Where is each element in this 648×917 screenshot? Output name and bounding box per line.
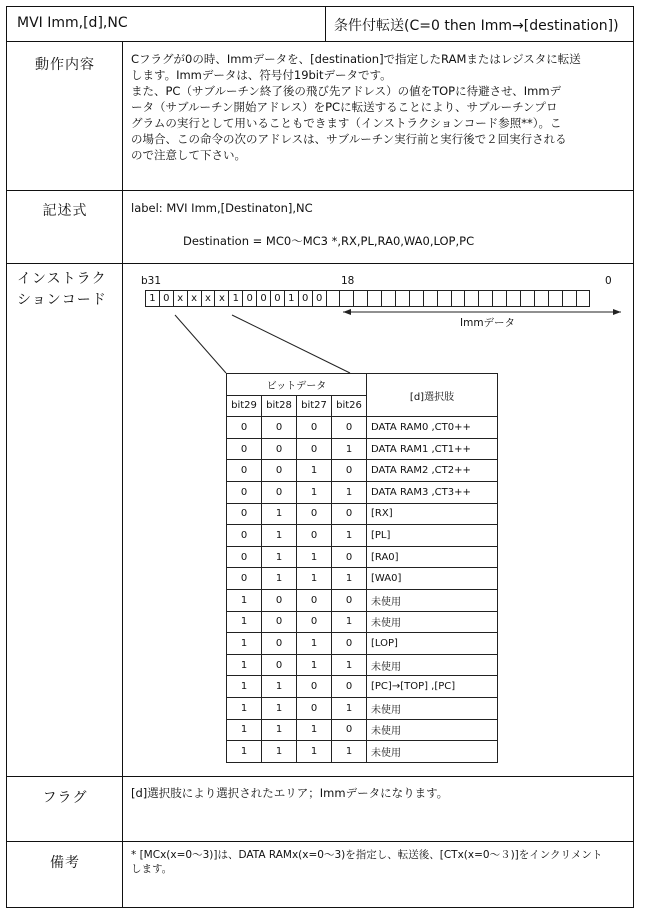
bit-value: 0 (227, 417, 262, 439)
bit-value: 1 (297, 741, 332, 763)
table-row (227, 481, 498, 503)
bit-value: 1 (297, 546, 332, 568)
bit-value: 0 (297, 589, 332, 611)
bit-value: 1 (227, 741, 262, 763)
bit-value: 0 (262, 417, 297, 439)
bit-cell: 1 (284, 290, 298, 307)
destination-option: [RX] (367, 503, 498, 525)
bit-value: 0 (332, 460, 367, 482)
bit-value: 1 (332, 697, 367, 719)
bit-value: 0 (297, 503, 332, 525)
bit-value: 0 (227, 503, 262, 525)
bit-cell: x (214, 290, 228, 307)
bit-value: 1 (227, 633, 262, 655)
operation-label: 動作内容 (35, 57, 95, 73)
bit-cell: 0 (256, 290, 270, 307)
bit-data-header: ビットデータ (227, 374, 367, 396)
destination-option: [WA0] (367, 568, 498, 590)
destination-option: DATA RAM0 ,CT0++ (367, 417, 498, 439)
bracket-line-right (232, 315, 350, 373)
syntax-label: 記述式 (42, 203, 88, 219)
bit-value: 1 (227, 697, 262, 719)
bit-cell: 0 (159, 290, 173, 307)
bit-value: 0 (332, 676, 367, 698)
bit-cell: 0 (312, 290, 326, 307)
bit-cell: x (201, 290, 215, 307)
bit-value: 1 (332, 525, 367, 547)
destination-option: 未使用 (367, 697, 498, 719)
table-row (227, 611, 498, 633)
table-row (227, 719, 498, 741)
table-row (227, 633, 498, 655)
remarks-label: 備考 (50, 855, 80, 871)
bit-value: 1 (297, 633, 332, 655)
bit-value: 1 (332, 438, 367, 460)
bit-value: 0 (262, 460, 297, 482)
divider (7, 841, 633, 842)
bit-value: 0 (297, 697, 332, 719)
bit-value: 0 (297, 525, 332, 547)
bit-value: 0 (227, 568, 262, 590)
col-bit26: bit26 (332, 395, 367, 417)
bit-value: 1 (297, 719, 332, 741)
bit-value: 1 (227, 611, 262, 633)
table-row (227, 460, 498, 482)
bit-value: 0 (262, 654, 297, 676)
bit-value: 0 (262, 438, 297, 460)
bit-value: 0 (227, 438, 262, 460)
bit-value: 1 (262, 525, 297, 547)
bit-value: 1 (332, 611, 367, 633)
bit-cell: 1 (145, 290, 159, 307)
bit-value: 1 (297, 654, 332, 676)
bit-value: 1 (262, 568, 297, 590)
bit-value: 1 (332, 568, 367, 590)
bit-value: 1 (297, 460, 332, 482)
bit-value: 0 (227, 460, 262, 482)
bit-value: 0 (262, 589, 297, 611)
destination-option: DATA RAM2 ,CT2++ (367, 460, 498, 482)
instruction-mnemonic: MVI Imm,[d],NC (7, 7, 326, 42)
table-row (227, 438, 498, 460)
table-row (227, 654, 498, 676)
bit-value: 1 (297, 568, 332, 590)
bit-value: 1 (227, 676, 262, 698)
bit-value: 1 (262, 676, 297, 698)
bit-value: 0 (297, 676, 332, 698)
flag-label: フラグ (42, 790, 88, 806)
bit-value: 1 (262, 503, 297, 525)
bit-value: 1 (227, 589, 262, 611)
bit-field-diagram (7, 7, 635, 407)
syntax-line-2: Destination = MC0～MC3 *,RX,PL,RA0,WA0,LOP,PC (183, 234, 475, 248)
destination-option: [RA0] (367, 546, 498, 568)
col-bit27: bit27 (297, 395, 332, 417)
bit-cell: 0 (298, 290, 312, 307)
bit-value: 0 (332, 589, 367, 611)
bit-value: 0 (332, 633, 367, 655)
bit-value: 1 (262, 697, 297, 719)
bit-value: 0 (262, 633, 297, 655)
bracket-line-left (175, 315, 226, 373)
table-row (227, 676, 498, 698)
bit-value: 1 (227, 654, 262, 676)
bit-value: 0 (332, 546, 367, 568)
table-row (227, 417, 498, 439)
divider (7, 776, 633, 777)
bit-cell: x (173, 290, 187, 307)
bit-cell: 0 (270, 290, 284, 307)
bit-value: 0 (262, 481, 297, 503)
dest-select-table (226, 373, 498, 763)
bit-cell: 1 (228, 290, 242, 307)
bit-value: 1 (297, 481, 332, 503)
bit-cell: 0 (242, 290, 256, 307)
destination-option: 未使用 (367, 611, 498, 633)
table-row (227, 503, 498, 525)
syntax-line-1: label: MVI Imm,[Destinaton],NC (131, 201, 313, 215)
destination-option: DATA RAM3 ,CT3++ (367, 481, 498, 503)
bit-value: 0 (227, 481, 262, 503)
bit-value: 0 (332, 503, 367, 525)
destination-option: [PL] (367, 525, 498, 547)
bit-value: 1 (262, 719, 297, 741)
bit-value: 0 (227, 546, 262, 568)
bit-cell: x (187, 290, 201, 307)
destination-option: 未使用 (367, 719, 498, 741)
bit-value: 1 (262, 546, 297, 568)
bit-value: 0 (332, 417, 367, 439)
destination-option: 未使用 (367, 741, 498, 763)
lsb-label: 0 (605, 275, 612, 287)
bit-value: 0 (297, 417, 332, 439)
select-header: [d]選択肢 (367, 374, 498, 417)
table-row (227, 741, 498, 763)
table-row (227, 697, 498, 719)
flag-text: [d]選択肢により選択されたエリア；Immデータになります。 (131, 786, 449, 800)
destination-option: 未使用 (367, 654, 498, 676)
msb-label: b31 (141, 275, 162, 287)
bit-value: 1 (262, 741, 297, 763)
table-row (227, 525, 498, 547)
destination-option: DATA RAM1 ,CT1++ (367, 438, 498, 460)
bit-value: 0 (297, 438, 332, 460)
bit18-label: 18 (341, 275, 355, 287)
bit-value: 0 (262, 611, 297, 633)
bit-value: 1 (332, 654, 367, 676)
bit-value: 0 (332, 719, 367, 741)
operation-text: Cフラグが0の時、Immデータを、[destination]で指定したRAMまたはレジスタに転送 します。Immデータは、符号付19bitデータです。 また、PC（サブルーチン終了後の飛び先アドレス）の値をTOPに待避させ、Immデ ータ（サブルーチン開始アドレス）をPCに転送することにより、サブルーチンプロ グラムの実行として用いることもできます（インストラクションコード参照**）。こ の場合、この命令の次のアドレスは、サブルーチン実行前と実行後で２回実行される ので注意して下さい。 (131, 52, 581, 162)
table-row (227, 589, 498, 611)
destination-option: [LOP] (367, 633, 498, 655)
table-row (227, 546, 498, 568)
bit-value: 1 (332, 481, 367, 503)
bit-value: 0 (297, 611, 332, 633)
instruction-code-label: インストラク ションコード (17, 271, 107, 308)
bit-value: 1 (227, 719, 262, 741)
instruction-sheet (6, 6, 634, 908)
remarks-text: * [MCx(x=0～3)]は、DATA RAMx(x=0～3)を指定し、転送後、[CTx(x=0～３)]をインクリメント します。 (131, 849, 603, 875)
bit-value: 1 (332, 741, 367, 763)
imm-arrow-left (343, 309, 351, 315)
col-bit29: bit29 (227, 395, 262, 417)
destination-option: 未使用 (367, 589, 498, 611)
imm-data-label: Immデータ (460, 317, 516, 329)
instruction-description: 条件付転送(C=0 then Imm→[destination]) (326, 7, 633, 42)
imm-arrow-right (613, 309, 621, 315)
col-bit28: bit28 (262, 395, 297, 417)
table-row (227, 568, 498, 590)
destination-option: [PC]→[TOP] ,[PC] (367, 676, 498, 698)
bit-value: 0 (227, 525, 262, 547)
